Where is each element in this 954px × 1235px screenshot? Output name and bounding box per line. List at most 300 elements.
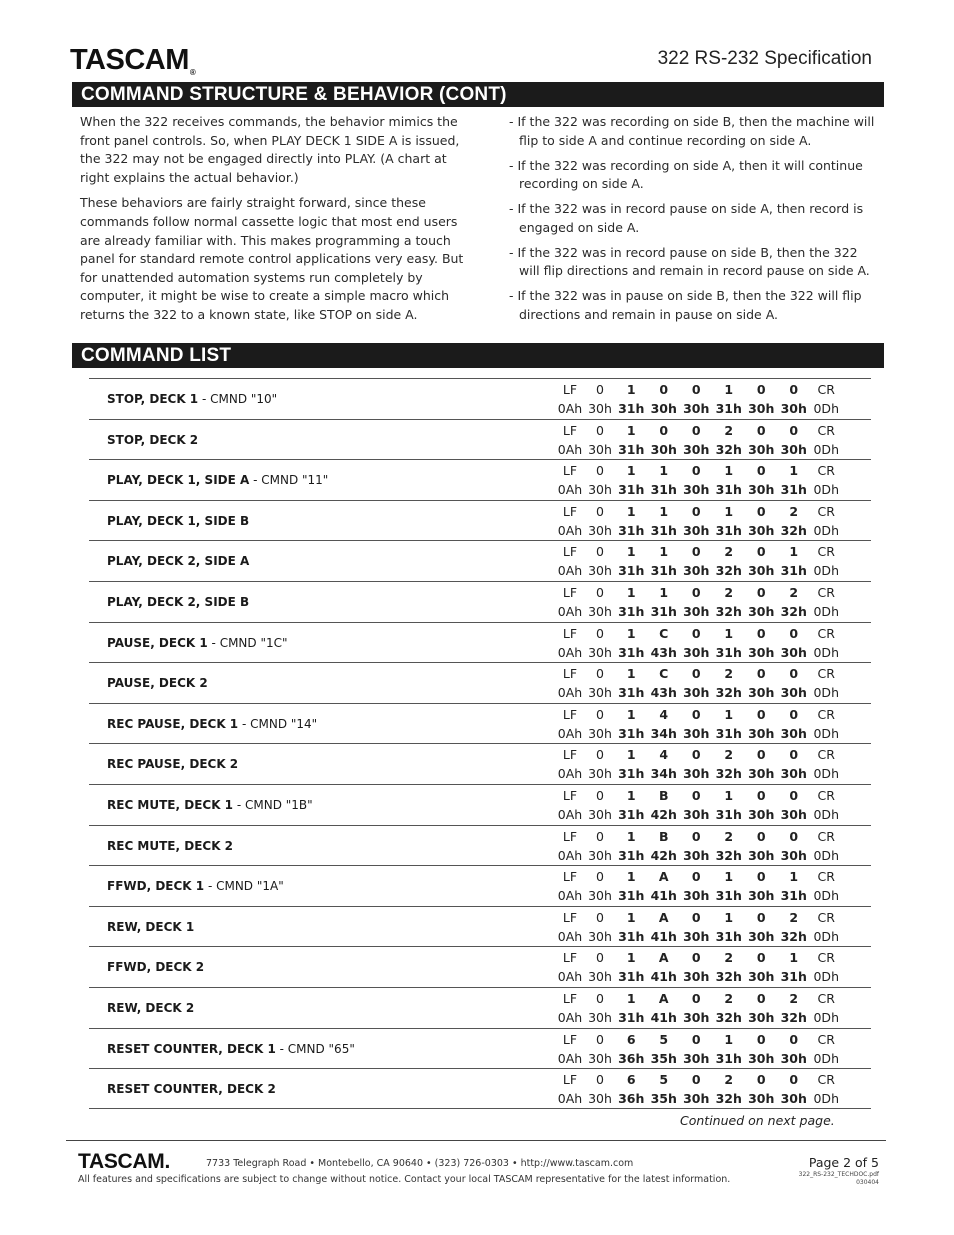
- hex-byte: 32h: [715, 603, 742, 619]
- command-label: [107, 460, 328, 500]
- hex-byte: 30h: [588, 766, 612, 782]
- page-number: Page 2 of 5: [808, 1155, 879, 1170]
- command-label: [107, 379, 277, 419]
- hex-byte: 36h: [618, 1091, 645, 1107]
- command-name: FFWD, DECK 1: [107, 879, 205, 894]
- hex-byte: 0Ah: [557, 644, 583, 660]
- ascii-byte: 0: [659, 382, 669, 397]
- hex-byte: 0Dh: [813, 725, 839, 741]
- ascii-byte: 0: [756, 544, 766, 560]
- ascii-row: [555, 624, 843, 643]
- hex-byte: 30h: [683, 847, 710, 863]
- table-row: [89, 622, 871, 663]
- command-label: [107, 1069, 276, 1109]
- command-label: [107, 704, 317, 744]
- command-bytes: [555, 908, 843, 946]
- command-code: - CMND "10": [198, 392, 278, 406]
- ascii-byte: 0: [789, 382, 799, 397]
- command-bytes: [555, 542, 843, 580]
- hex-byte: 30h: [588, 888, 612, 904]
- ascii-byte: 4: [659, 747, 669, 763]
- hex-byte: 30h: [588, 725, 612, 741]
- hex-byte: 30h: [683, 482, 710, 498]
- ascii-byte: CR: [817, 990, 835, 1006]
- hex-byte: 30h: [780, 766, 807, 782]
- ascii-byte: 0: [756, 909, 766, 925]
- footer-logo: TASCAM.: [78, 1150, 171, 1173]
- ascii-byte: 0: [691, 544, 701, 560]
- command-bytes: [555, 664, 843, 702]
- hex-byte: 32h: [715, 441, 742, 457]
- hex-byte: 31h: [650, 482, 677, 498]
- command-label: [107, 623, 288, 663]
- list-item: - If the 322 was in record pause on side B, then the 322 will flip directions and remain in record pause on side A.: [509, 244, 870, 279]
- ascii-byte: 6: [626, 1031, 636, 1047]
- ascii-byte: 0: [691, 625, 701, 641]
- hex-byte: 31h: [715, 401, 742, 416]
- ascii-byte: 0: [596, 666, 604, 682]
- ascii-byte: 1: [626, 787, 636, 803]
- hex-byte: 0Dh: [813, 685, 839, 701]
- ascii-byte: 0: [756, 1072, 766, 1088]
- command-bytes: [555, 421, 843, 459]
- hex-byte: 0Dh: [813, 969, 839, 985]
- ascii-byte: CR: [817, 625, 835, 641]
- ascii-byte: 0: [596, 422, 604, 438]
- ascii-byte: 0: [756, 787, 766, 803]
- ascii-row: [555, 1030, 843, 1049]
- command-label: [107, 501, 249, 541]
- command-label: [107, 988, 194, 1028]
- hex-row: [555, 683, 843, 702]
- hex-byte: 0Dh: [813, 1050, 839, 1066]
- ascii-byte: 0: [596, 1072, 604, 1088]
- table-row: [89, 987, 871, 1028]
- command-label: [107, 582, 249, 622]
- hex-row: [555, 521, 843, 540]
- hex-byte: 0Ah: [557, 847, 583, 863]
- ascii-row: [555, 948, 843, 967]
- ascii-row: [555, 502, 843, 521]
- hex-byte: 30h: [780, 441, 807, 457]
- hex-byte: 30h: [683, 806, 710, 822]
- hex-byte: 32h: [780, 522, 807, 538]
- hex-byte: 0Ah: [557, 603, 583, 619]
- ascii-byte: 1: [626, 706, 636, 722]
- ascii-byte: A: [658, 909, 669, 925]
- ascii-byte: 0: [756, 584, 766, 600]
- hex-byte: 32h: [715, 969, 742, 985]
- hex-byte: 32h: [715, 847, 742, 863]
- hex-byte: 0Dh: [813, 928, 839, 944]
- hex-byte: 30h: [748, 725, 775, 741]
- ascii-row: [555, 664, 843, 683]
- hex-byte: 0Dh: [813, 888, 839, 904]
- command-name: REC MUTE, DECK 2: [107, 838, 234, 853]
- hex-row: [555, 440, 843, 459]
- ascii-byte: 1: [626, 909, 636, 925]
- ascii-byte: 0: [691, 382, 701, 397]
- ascii-byte: 0: [756, 666, 766, 682]
- hex-byte: 31h: [618, 847, 645, 863]
- command-bytes: [555, 867, 843, 905]
- hex-byte: 31h: [618, 482, 645, 498]
- ascii-byte: 0: [596, 909, 604, 925]
- command-code: - CMND "1B": [233, 797, 313, 812]
- ascii-byte: 1: [724, 625, 734, 641]
- ascii-byte: LF: [562, 787, 578, 803]
- table-row: [89, 419, 871, 460]
- ascii-byte: 0: [789, 625, 799, 641]
- command-name: RESET COUNTER, DECK 1: [107, 1041, 276, 1056]
- hex-byte: 34h: [650, 766, 677, 782]
- hex-byte: 30h: [683, 522, 710, 538]
- hex-byte: 0Ah: [557, 563, 583, 579]
- hex-byte: 30h: [748, 401, 775, 416]
- hex-byte: 30h: [748, 847, 775, 863]
- ascii-byte: C: [659, 666, 669, 682]
- hex-byte: 31h: [715, 522, 742, 538]
- command-label: [107, 541, 249, 581]
- hex-byte: 30h: [780, 401, 807, 416]
- ascii-row: [555, 867, 843, 886]
- hex-byte: 30h: [748, 806, 775, 822]
- hex-row: [555, 886, 843, 905]
- ascii-byte: 2: [789, 909, 799, 925]
- file-code: 030404: [856, 1179, 879, 1186]
- ascii-byte: 0: [596, 584, 604, 600]
- ascii-byte: 0: [596, 503, 604, 519]
- ascii-byte: LF: [562, 909, 578, 925]
- hex-byte: 30h: [683, 1050, 710, 1066]
- hex-row: [555, 643, 843, 662]
- table-row: [89, 540, 871, 581]
- ascii-byte: 0: [691, 787, 701, 803]
- ascii-byte: 0: [756, 422, 766, 438]
- hex-byte: 30h: [683, 888, 710, 904]
- hex-byte: 30h: [748, 685, 775, 701]
- command-name: STOP, DECK 1: [107, 392, 199, 406]
- hex-byte: 30h: [683, 1091, 710, 1107]
- command-label: [107, 947, 204, 987]
- hex-byte: 32h: [715, 685, 742, 701]
- hex-byte: 30h: [683, 1009, 710, 1025]
- ascii-byte: 0: [596, 1031, 604, 1047]
- hex-row: [555, 399, 843, 418]
- ascii-byte: CR: [817, 544, 835, 560]
- file-reference: [799, 1171, 879, 1187]
- hex-byte: 31h: [715, 482, 742, 498]
- table-row: [89, 865, 871, 906]
- ascii-byte: LF: [562, 950, 578, 966]
- ascii-byte: 1: [724, 503, 734, 519]
- hex-byte: 31h: [618, 563, 645, 579]
- hex-byte: 30h: [588, 603, 612, 619]
- command-label: [107, 1029, 355, 1069]
- table-row: [89, 459, 871, 500]
- ascii-byte: 0: [789, 747, 799, 763]
- ascii-byte: CR: [817, 1031, 835, 1047]
- ascii-row: [555, 583, 843, 602]
- command-name: REW, DECK 2: [107, 1000, 195, 1015]
- command-bytes: [555, 989, 843, 1027]
- ascii-byte: CR: [817, 869, 835, 885]
- ascii-byte: 1: [724, 382, 734, 397]
- ascii-byte: 1: [659, 584, 669, 600]
- hex-byte: 30h: [780, 685, 807, 701]
- ascii-byte: LF: [562, 463, 578, 479]
- table-row: [89, 784, 871, 825]
- hex-byte: 30h: [588, 441, 612, 457]
- ascii-byte: 0: [691, 463, 701, 479]
- hex-byte: 0Ah: [557, 806, 583, 822]
- ascii-byte: CR: [817, 747, 835, 763]
- ascii-byte: 0: [691, 503, 701, 519]
- ascii-byte: 0: [596, 382, 604, 397]
- ascii-byte: 0: [756, 706, 766, 722]
- ascii-byte: CR: [817, 503, 835, 519]
- ascii-row: [555, 542, 843, 561]
- ascii-byte: 2: [724, 747, 734, 763]
- hex-byte: 31h: [618, 806, 645, 822]
- command-name: REW, DECK 1: [107, 919, 195, 934]
- table-row: [89, 581, 871, 622]
- hex-byte: 31h: [618, 441, 645, 457]
- hex-row: [555, 1049, 843, 1068]
- command-bytes: [555, 1030, 843, 1068]
- ascii-byte: 4: [659, 706, 669, 722]
- ascii-byte: LF: [562, 584, 578, 600]
- hex-byte: 0Ah: [557, 888, 583, 904]
- hex-byte: 31h: [618, 725, 645, 741]
- ascii-row: [555, 705, 843, 724]
- hex-byte: 31h: [715, 928, 742, 944]
- hex-byte: 31h: [715, 644, 742, 660]
- command-name: PLAY, DECK 2, SIDE A: [107, 554, 250, 569]
- hex-byte: 0Dh: [813, 847, 839, 863]
- hex-byte: 31h: [618, 685, 645, 701]
- command-name: PLAY, DECK 2, SIDE B: [107, 594, 250, 609]
- hex-byte: 0Dh: [813, 482, 839, 498]
- command-label: [107, 907, 194, 947]
- footer-address: 7733 Telegraph Road • Montebello, CA 90640 • (323) 726-0303 • http://www.tascam.com: [206, 1158, 634, 1169]
- continued-note: Continued on next page.: [680, 1113, 835, 1128]
- ascii-byte: LF: [562, 503, 578, 519]
- hex-byte: 0Ah: [557, 1091, 583, 1107]
- hex-byte: 43h: [650, 685, 677, 701]
- ascii-byte: 0: [596, 869, 604, 885]
- ascii-byte: 2: [724, 990, 734, 1006]
- hex-byte: 34h: [650, 725, 677, 741]
- footer-divider: [66, 1140, 886, 1141]
- hex-byte: 0Dh: [813, 563, 839, 579]
- ascii-byte: 0: [691, 706, 701, 722]
- hex-byte: 30h: [748, 1091, 775, 1107]
- ascii-byte: 0: [691, 1031, 701, 1047]
- list-item: - If the 322 was recording on side B, then the machine will flip to side A and continue recording on side A.: [509, 114, 875, 148]
- hex-row: [555, 480, 843, 499]
- hex-byte: 32h: [780, 928, 807, 944]
- ascii-byte: LF: [562, 706, 578, 722]
- ascii-byte: 1: [626, 950, 636, 966]
- ascii-byte: LF: [562, 828, 578, 844]
- hex-byte: 30h: [683, 563, 710, 579]
- hex-row: [555, 846, 843, 865]
- hex-byte: 30h: [588, 482, 612, 498]
- ascii-row: [555, 989, 843, 1008]
- hex-row: [555, 561, 843, 580]
- command-bytes: [555, 948, 843, 986]
- ascii-byte: 1: [626, 747, 636, 763]
- command-code: - CMND "11": [249, 473, 329, 488]
- hex-byte: 36h: [618, 1050, 645, 1066]
- behavior-description: [80, 113, 465, 332]
- ascii-byte: CR: [817, 1072, 835, 1088]
- hex-byte: 30h: [748, 1009, 775, 1025]
- hex-byte: 0Dh: [813, 441, 839, 457]
- hex-byte: 30h: [588, 685, 612, 701]
- paragraph: These behaviors are fairly straight forward, since these commands follow normal cassette logic that most end users are already familiar with. This makes programming a touch panel for standard remote control applications very easy. But for unattended automation systems run completely by computer, it might be wise to create a simple macro which returns the 322 to a known state, like STOP on side A.: [80, 195, 464, 322]
- hex-byte: 31h: [618, 888, 645, 904]
- command-code: - CMND "14": [238, 716, 318, 731]
- command-bytes: [555, 380, 843, 418]
- command-name: REC PAUSE, DECK 2: [107, 757, 239, 772]
- command-name: RESET COUNTER, DECK 2: [107, 1082, 276, 1097]
- list-item: - If the 322 was in pause on side B, then the 322 will flip directions and remain in pause on side A.: [509, 288, 862, 322]
- hex-byte: 32h: [715, 563, 742, 579]
- ascii-row: [555, 421, 843, 440]
- ascii-byte: 1: [659, 503, 669, 519]
- ascii-byte: 0: [756, 990, 766, 1006]
- document-title: 322 RS-232 Specification: [657, 48, 872, 69]
- hex-byte: 31h: [618, 401, 645, 416]
- ascii-byte: 2: [724, 828, 734, 844]
- ascii-byte: 1: [724, 706, 734, 722]
- ascii-byte: 0: [756, 747, 766, 763]
- ascii-byte: CR: [817, 828, 835, 844]
- hex-byte: 0Ah: [557, 482, 583, 498]
- behavior-list: [509, 113, 881, 331]
- ascii-byte: LF: [562, 422, 578, 438]
- ascii-byte: 0: [691, 422, 701, 438]
- command-label: [107, 663, 208, 703]
- ascii-byte: 1: [626, 990, 636, 1006]
- table-row: [89, 703, 871, 744]
- ascii-byte: 0: [691, 584, 701, 600]
- hex-byte: 30h: [683, 766, 710, 782]
- hex-byte: 0Dh: [813, 522, 839, 538]
- ascii-byte: 2: [789, 503, 799, 519]
- hex-byte: 30h: [588, 401, 612, 416]
- ascii-byte: A: [658, 869, 669, 885]
- ascii-byte: 2: [724, 950, 734, 966]
- hex-byte: 31h: [618, 969, 645, 985]
- ascii-byte: 1: [789, 463, 799, 479]
- ascii-byte: 0: [659, 422, 669, 438]
- table-row: [89, 1068, 871, 1109]
- ascii-byte: 1: [724, 463, 734, 479]
- hex-byte: 41h: [650, 1009, 677, 1025]
- hex-byte: 42h: [650, 847, 677, 863]
- ascii-byte: 1: [626, 869, 636, 885]
- ascii-byte: 1: [659, 463, 669, 479]
- hex-byte: 0Ah: [557, 1050, 583, 1066]
- hex-byte: 30h: [588, 847, 612, 863]
- ascii-row: [555, 745, 843, 764]
- hex-byte: 31h: [780, 888, 807, 904]
- tascam-logo: TASCAM®: [70, 44, 196, 77]
- ascii-byte: LF: [562, 544, 578, 560]
- ascii-byte: 0: [756, 382, 766, 397]
- command-label: [107, 785, 313, 825]
- hex-byte: 0Dh: [813, 806, 839, 822]
- hex-byte: 42h: [650, 806, 677, 822]
- ascii-byte: 1: [724, 787, 734, 803]
- hex-byte: 30h: [748, 482, 775, 498]
- hex-byte: 32h: [780, 603, 807, 619]
- hex-byte: 30h: [780, 1091, 807, 1107]
- hex-byte: 0Dh: [813, 603, 839, 619]
- ascii-byte: 0: [789, 666, 799, 682]
- ascii-row: [555, 827, 843, 846]
- hex-byte: 30h: [780, 725, 807, 741]
- command-label: [107, 744, 238, 784]
- ascii-byte: B: [658, 828, 669, 844]
- ascii-byte: 0: [756, 503, 766, 519]
- hex-byte: 30h: [683, 644, 710, 660]
- ascii-byte: 1: [724, 909, 734, 925]
- ascii-byte: 0: [691, 747, 701, 763]
- hex-byte: 30h: [588, 1050, 612, 1066]
- ascii-byte: 2: [724, 666, 734, 682]
- list-item: - If the 322 was in record pause on side A, then record is engaged on side A.: [509, 201, 864, 235]
- command-label: [107, 826, 233, 866]
- table-row: [89, 378, 871, 419]
- ascii-byte: 2: [724, 1072, 734, 1088]
- hex-byte: 30h: [683, 725, 710, 741]
- ascii-byte: LF: [562, 990, 578, 1006]
- ascii-byte: CR: [817, 463, 835, 479]
- table-row: [89, 500, 871, 541]
- hex-byte: 31h: [715, 1050, 742, 1066]
- hex-byte: 31h: [618, 1009, 645, 1025]
- hex-byte: 31h: [618, 766, 645, 782]
- ascii-byte: 6: [626, 1072, 636, 1088]
- hex-byte: 41h: [650, 928, 677, 944]
- ascii-byte: B: [658, 787, 669, 803]
- ascii-byte: 1: [659, 544, 669, 560]
- ascii-byte: LF: [562, 869, 578, 885]
- paragraph: When the 322 receives commands, the behavior mimics the front panel controls. So, when PLAY DECK 1 SIDE A is issued, the 322 may not be engaged directly into PLAY. (A chart at right explains the actual behavior.): [80, 114, 460, 185]
- hex-byte: 30h: [683, 401, 710, 416]
- hex-byte: 31h: [715, 725, 742, 741]
- ascii-byte: 0: [691, 1072, 701, 1088]
- command-bytes: [555, 1070, 843, 1108]
- ascii-byte: 0: [756, 463, 766, 479]
- ascii-byte: 0: [756, 1031, 766, 1047]
- hex-byte: 0Ah: [557, 766, 583, 782]
- hex-byte: 0Ah: [557, 522, 583, 538]
- ascii-byte: 0: [691, 990, 701, 1006]
- command-code: - CMND "65": [275, 1041, 355, 1056]
- command-name: STOP, DECK 2: [107, 432, 199, 447]
- ascii-byte: 0: [596, 747, 604, 763]
- ascii-byte: 1: [789, 869, 799, 885]
- ascii-byte: 0: [691, 869, 701, 885]
- hex-byte: 0Ah: [557, 401, 583, 416]
- hex-byte: 35h: [650, 1091, 677, 1107]
- hex-byte: 30h: [588, 806, 612, 822]
